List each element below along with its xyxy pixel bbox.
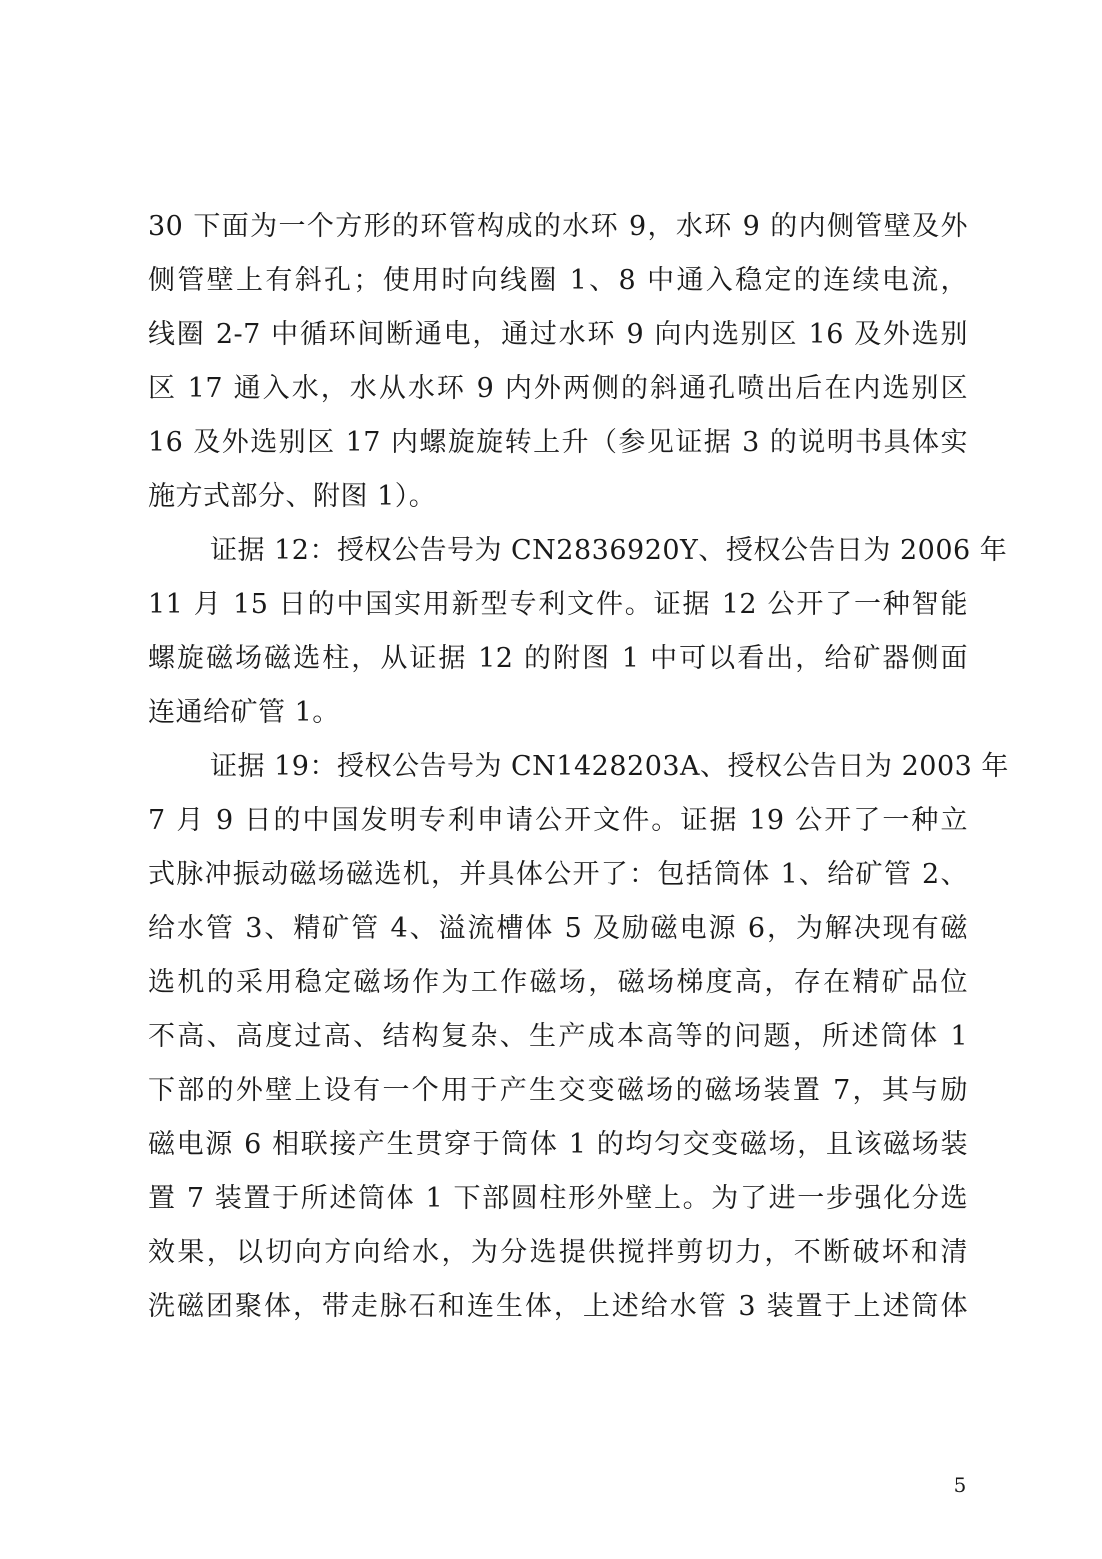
text-line: 连通给矿管 1。 xyxy=(148,697,340,728)
text-line: 下部的外壁上设有一个用于产生交变磁场的磁场装置 7，其与励 xyxy=(148,1075,968,1106)
paragraph-1 xyxy=(148,200,968,524)
text-line: 侧管壁上有斜孔；使用时向线圈 1、8 中通入稳定的连续电流， xyxy=(148,265,968,296)
page-number: 5 xyxy=(953,1473,967,1497)
text-line: 磁电源 6 相联接产生贯穿于筒体 1 的均匀交变磁场，且该磁场装 xyxy=(148,1129,968,1160)
text-line: 证据 19：授权公告号为 CN1428203A、授权公告日为 2003 年 xyxy=(210,751,1009,782)
text-line: 式脉冲振动磁场磁选机，并具体公开了：包括筒体 1、给矿管 2、 xyxy=(148,859,968,890)
body-text xyxy=(148,200,1009,1334)
text-line: 30 下面为一个方形的环管构成的水环 9，水环 9 的内侧管壁及外 xyxy=(148,211,968,242)
text-line: 置 7 装置于所述筒体 1 下部圆柱形外壁上。为了进一步强化分选 xyxy=(148,1183,968,1214)
text-line: 7 月 9 日的中国发明专利申请公开文件。证据 19 公开了一种立 xyxy=(148,805,968,836)
text-line: 16 及外选别区 17 内螺旋旋转上升（参见证据 3 的说明书具体实 xyxy=(148,427,968,458)
text-line: 线圈 2-7 中循环间断通电，通过水环 9 向内选别区 16 及外选别 xyxy=(148,319,968,350)
text-line: 11 月 15 日的中国实用新型专利文件。证据 12 公开了一种智能 xyxy=(148,589,968,620)
text-line: 洗磁团聚体，带走脉石和连生体，上述给水管 3 装置于上述筒体 xyxy=(148,1291,968,1322)
text-line: 螺旋磁场磁选柱，从证据 12 的附图 1 中可以看出，给矿器侧面 xyxy=(148,643,968,674)
text-line: 不高、高度过高、结构复杂、生产成本高等的问题，所述筒体 1 xyxy=(148,1021,968,1052)
text-line: 施方式部分、附图 1）。 xyxy=(148,481,437,512)
text-line: 给水管 3、精矿管 4、溢流槽体 5 及励磁电源 6，为解决现有磁 xyxy=(148,913,968,944)
paragraph-3 xyxy=(148,740,1009,1334)
text-line: 证据 12：授权公告号为 CN2836920Y、授权公告日为 2006 年 xyxy=(210,535,1008,566)
paragraph-2 xyxy=(148,524,1008,740)
text-line: 效果，以切向方向给水，为分选提供搅拌剪切力，不断破坏和清 xyxy=(148,1237,968,1268)
text-line: 选机的采用稳定磁场作为工作磁场，磁场梯度高，存在精矿品位 xyxy=(148,967,968,998)
text-line: 区 17 通入水，水从水环 9 内外两侧的斜通孔喷出后在内选别区 xyxy=(148,373,968,404)
